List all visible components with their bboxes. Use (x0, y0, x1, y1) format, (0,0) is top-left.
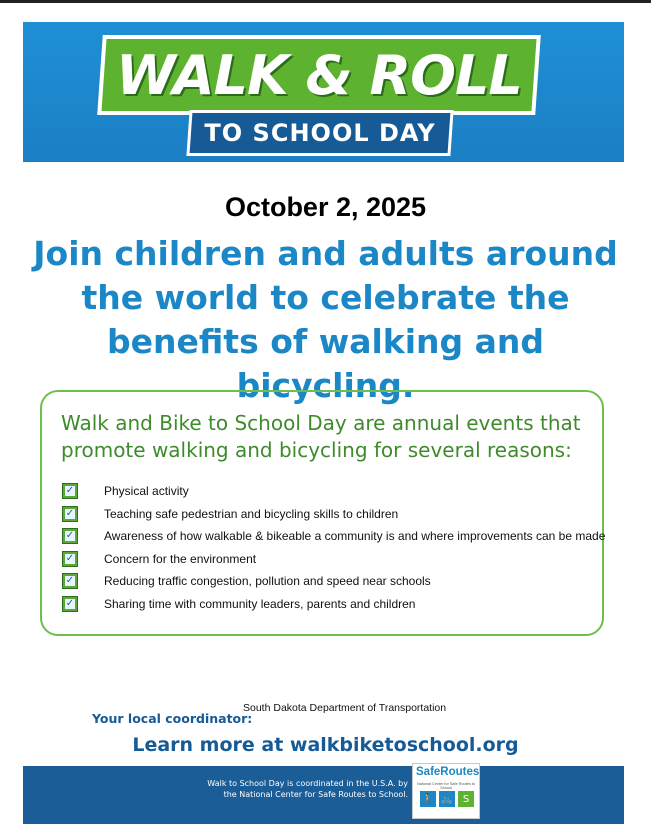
route-sign-icon: S (458, 791, 474, 807)
footer-text (168, 778, 408, 800)
event-date: October 2, 2025 (224, 192, 427, 222)
headline: Join children and adults around the world to celebrate the benefits of walking and bicycling. (33, 234, 618, 405)
checkbox-icon: ✓ (62, 483, 78, 499)
list-item (62, 480, 602, 503)
bicycle-icon: 🚲 (439, 791, 455, 807)
reason-text: Teaching safe pedestrian and bicycling skills to children (104, 506, 399, 521)
top-rule (0, 0, 651, 3)
checkbox-icon: ✓ (62, 573, 78, 589)
footer-line-2: the National Center for Safe Routes to School. (223, 790, 408, 799)
checkbox-icon: ✓ (62, 596, 78, 612)
list-item (62, 570, 602, 593)
saferoutes-icons (420, 791, 476, 807)
checkbox-icon: ✓ (62, 528, 78, 544)
logo-subtitle: TO SCHOOL DAY (204, 119, 436, 147)
reason-text: Sharing time with community leaders, parents and children (104, 596, 416, 611)
learn-more-link[interactable]: Learn more at walkbiketoschool.org (132, 734, 519, 756)
reasons-list (62, 480, 606, 615)
saferoutes-tagline: National Center for Safe Routes to School (416, 782, 476, 790)
saferoutes-name: SafeRoutes (416, 766, 480, 778)
reasons-intro: Walk and Bike to School Day are annual events that promote walking and bicycling for several reasons: (61, 411, 581, 462)
footer-line-1: Walk to School Day is coordinated in the U.S.A. by (207, 779, 408, 788)
pedestrian-icon: 🚶 (420, 791, 436, 807)
list-item (62, 548, 602, 571)
logo-title: WALK & ROLL (116, 43, 522, 107)
list-item (62, 525, 606, 548)
list-item (62, 593, 602, 616)
reason-text: Reducing traffic congestion, pollution and speed near schools (104, 574, 431, 589)
checkbox-icon: ✓ (62, 551, 78, 567)
reason-text: Physical activity (104, 484, 189, 499)
reason-text: Concern for the environment (104, 551, 257, 566)
coordinator-label: Your local coordinator: (92, 711, 253, 726)
list-item (62, 503, 602, 526)
reason-text: Awareness of how walkable & bikeable a community is and where improvements can be made (104, 529, 606, 544)
coordinator-value: South Dakota Department of Transportation (243, 702, 447, 714)
checkbox-icon: ✓ (62, 506, 78, 522)
